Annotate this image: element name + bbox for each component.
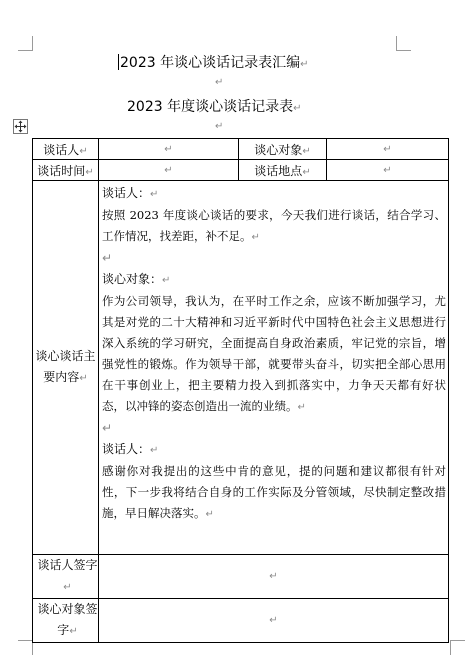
content-label: 谈心谈话主要内容 xyxy=(35,349,96,384)
paragraph-mark: ↵ xyxy=(69,626,78,637)
paragraph-mark: ↵ xyxy=(85,166,94,178)
paragraph-mark: ↵ xyxy=(300,59,309,70)
paragraph-mark: ↵ xyxy=(302,166,311,178)
paragraph-mark: ↵ xyxy=(79,373,88,384)
page-corner-mark-bottom-right xyxy=(450,640,465,655)
empty-paragraph[interactable]: ↵ xyxy=(215,121,224,132)
page-corner-mark-top-left xyxy=(18,36,33,51)
speaker-sign-cell[interactable] xyxy=(99,555,449,599)
target-label: 谈心对象 xyxy=(254,142,303,157)
speaker-paragraph-2: 感谢你对我提出的这些中肯的意见，提的问题和建议都很有针对性，下一步我将结合自身的工作实际及分管领域，尽快制定整改措施，早日解决落实。↵ xyxy=(102,464,446,520)
paragraph-mark: ↵ xyxy=(269,615,278,626)
paragraph-mark: ↵ xyxy=(269,571,278,582)
target-sign-cell[interactable] xyxy=(99,599,449,643)
text-cursor xyxy=(118,54,119,70)
time-label: 谈话时间 xyxy=(37,163,86,178)
paragraph-mark: ↵ xyxy=(79,145,88,157)
paragraph-mark: ↵ xyxy=(293,103,302,114)
place-label: 谈话地点 xyxy=(254,163,303,178)
time-label-cell[interactable] xyxy=(33,160,99,181)
empty-paragraph: ↵ xyxy=(102,251,113,265)
speaker-paragraph-1: 按照 2023 年度谈心谈话的要求，今天我们进行谈话，结合学习、工作情况，找差距，补不足。↵ xyxy=(102,208,446,243)
speaker-label-cell[interactable] xyxy=(33,139,99,160)
speaker-value-cell[interactable] xyxy=(99,139,239,160)
empty-paragraph[interactable]: ↵ xyxy=(215,77,224,88)
table-row xyxy=(33,160,449,181)
speaker-heading-2: 谈话人：↵ xyxy=(102,442,159,456)
place-value-cell[interactable] xyxy=(327,160,449,181)
table-row xyxy=(33,139,449,160)
empty-paragraph: ↵ xyxy=(102,421,113,435)
content-label-cell[interactable] xyxy=(33,181,99,555)
document-title-text: 2023 年谈心谈话记录表汇编 xyxy=(120,55,301,71)
table-row xyxy=(33,181,449,555)
paragraph-mark: ↵ xyxy=(383,143,392,155)
paragraph-mark: ↵ xyxy=(302,145,311,157)
paragraph-mark: ↵ xyxy=(383,164,392,176)
target-heading: 谈心对象：↵ xyxy=(102,272,171,286)
document-title[interactable] xyxy=(118,52,308,72)
table-move-handle-icon[interactable] xyxy=(13,119,28,134)
target-label-cell[interactable] xyxy=(239,139,327,160)
table-title-text: 2023 年度谈心谈话记录表 xyxy=(127,99,294,115)
paragraph-mark: ↵ xyxy=(164,164,173,176)
paragraph-mark: ↵ xyxy=(164,143,173,155)
speaker-sign-label: 谈话人签字 xyxy=(37,558,98,572)
place-label-cell[interactable] xyxy=(239,160,327,181)
page-corner-mark-top-right xyxy=(396,36,411,51)
time-value-cell[interactable] xyxy=(99,160,239,181)
target-paragraph: 作为公司领导，我认为，在平时工作之余，应该不断加强学习，尤其是对党的二十大精神和习近平新时代中国特色社会主义思想进行深入系统的学习研究，全面提高自身政治素质，牢记党的宗旨，增强党性的锻炼。作为领导干部，就要带头奋斗，切实把全部心思用在干事创业上，把主要精力投入到抓落实中，力争天天都有好状态，以冲锋的姿态创造出一流的业绩。↵ xyxy=(102,294,446,413)
paragraph-mark: ↵ xyxy=(63,582,72,593)
target-sign-label-cell[interactable] xyxy=(33,599,99,643)
target-value-cell[interactable] xyxy=(327,139,449,160)
table-title[interactable] xyxy=(127,96,301,116)
table-row xyxy=(33,599,449,643)
speaker-sign-label-cell[interactable] xyxy=(33,555,99,599)
content-cell[interactable] xyxy=(99,181,449,555)
speaker-heading-1: 谈话人：↵ xyxy=(102,186,159,200)
page-corner-mark-bottom-left xyxy=(18,640,33,655)
record-table xyxy=(32,138,449,643)
target-sign-label: 谈心对象签字 xyxy=(37,602,98,637)
table-row xyxy=(33,555,449,599)
speaker-label: 谈话人 xyxy=(43,142,80,157)
